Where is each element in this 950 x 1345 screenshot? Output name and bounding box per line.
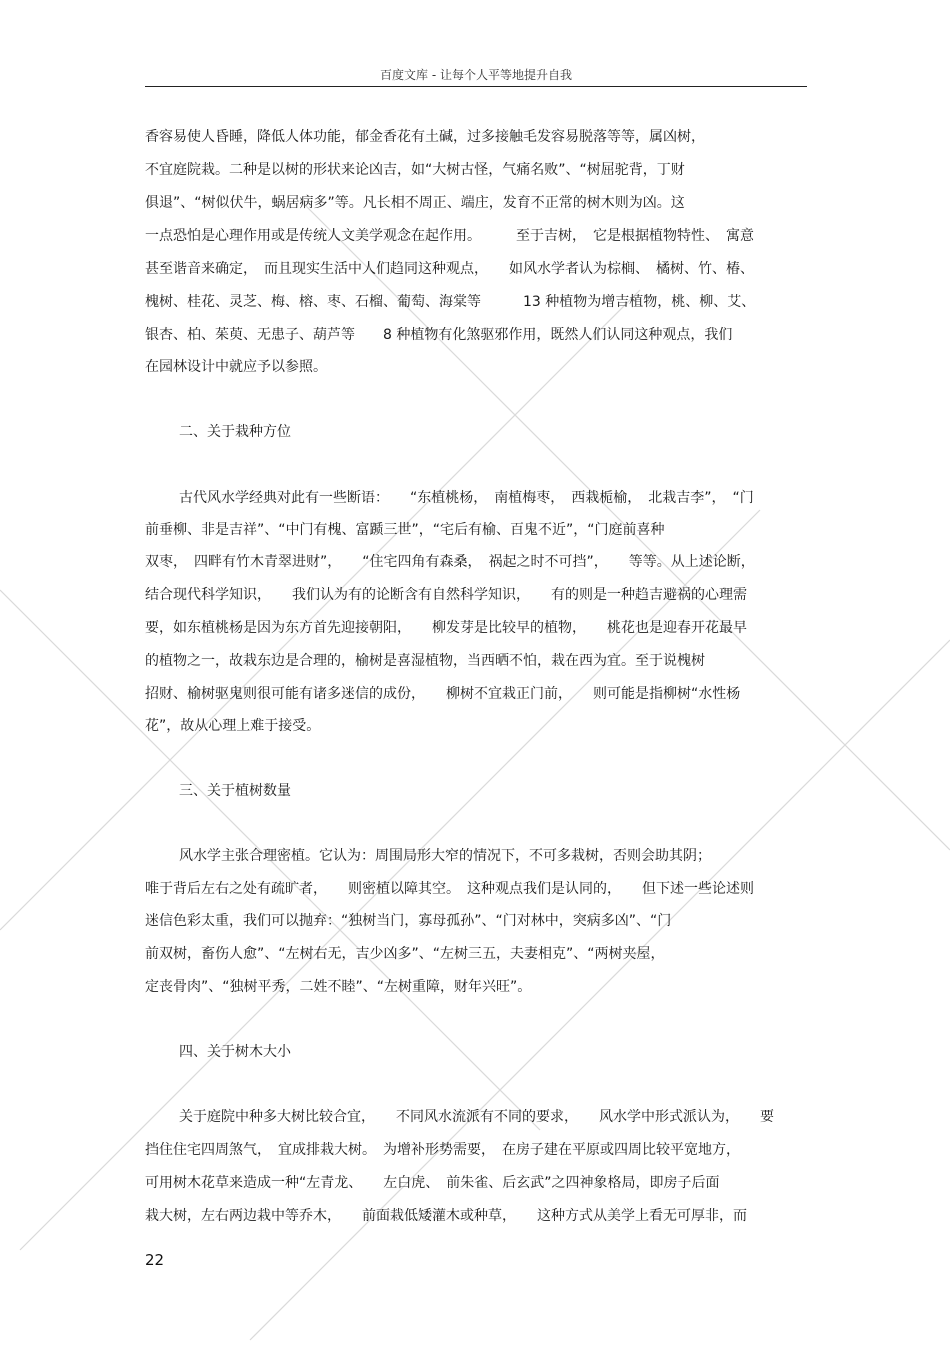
section-heading: 四、关于树木大小	[179, 1044, 291, 1060]
text-line: 关于庭院中种多大树比较合宜， 不同风水流派有不同的要求， 风水学中形式派认为， 要	[179, 1109, 774, 1125]
text-line: 槐树、桂花、灵芝、梅、榕、枣、石榴、葡萄、海棠等 13 种植物为增吉植物，桃、柳、艾、	[145, 294, 756, 310]
page-number: 22	[145, 1251, 165, 1269]
text-line: 花”，故从心理上难于接受。	[145, 718, 321, 734]
text-line: 定丧骨肉”、“独树平秀，二姓不睦”、“左树重障，财年兴旺”。	[145, 979, 532, 995]
text-line: 甚至谐音来确定， 而且现实生活中人们趋同这种观点， 如风水学者认为棕榈、 橘树、竹、椿、	[145, 261, 754, 277]
text-line: 不宜庭院栽。二种是以树的形状来论凶吉，如“大树古怪，气痛名败”、“树屈驼背，丁财	[145, 162, 685, 178]
text-line: 要，如东植桃杨是因为东方首先迎接朝阳， 柳发芽是比较早的植物， 桃花也是迎春开花最早	[145, 620, 747, 636]
text-line: 的植物之一，故栽东边是合理的，榆树是喜湿植物，当西晒不怕，栽在西为宜。至于说槐树	[145, 653, 705, 669]
text-line: 古代风水学经典对此有一些断语： “东植桃杨， 南植梅枣， 西栽栀榆， 北栽吉李”， “门	[179, 490, 754, 506]
text-line: 香容易使人昏睡，降低人体功能，郁金香花有土碱，过多接触毛发容易脱落等等，属凶树，	[145, 129, 705, 145]
text-line: 俱退”、“树似伏牛，蜗居病多”等。凡长相不周正、端庄，发育不正常的树木则为凶。这	[145, 195, 685, 211]
text-line: 银杏、柏、茱萸、无患子、葫芦等 8 种植物有化煞驱邪作用，既然人们认同这种观点，我们	[145, 327, 733, 343]
text-line: 在园林设计中就应予以参照。	[145, 359, 327, 375]
text-line: 一点恐怕是心理作用或是传统人文美学观念在起作用。 至于吉树， 它是根据植物特性、 寓意	[145, 228, 754, 244]
text-line: 栽大树，左右两边栽中等乔木， 前面栽低矮灌木或种草， 这种方式从美学上看无可厚非，而	[145, 1208, 747, 1224]
text-line: 招财、榆树驱鬼则很可能有诸多迷信的成份， 柳树不宜栽正门前， 则可能是指柳树“水性杨	[145, 686, 741, 702]
text-line: 唯于背后左右之处有疏旷者， 则密植以障其空。 这种观点我们是认同的， 但下述一些论述则	[145, 881, 754, 897]
section-heading: 三、关于植树数量	[179, 783, 291, 799]
text-line: 前垂柳、非是吉祥”、“中门有槐、富踬三世”，“宅后有榆、百鬼不近”，“门庭前喜种	[145, 522, 665, 538]
text-line: 风水学主张合理密植。它认为：周围局形大窄的情况下，不可多栽树，否则会助其阴；	[179, 848, 711, 864]
header-rule	[145, 86, 807, 87]
text-line: 迷信色彩太重，我们可以抛弃：“独树当门，寡母孤孙”、“门对林中，突病多凶”、“门	[145, 913, 672, 929]
page-header: 百度文库 - 让每个人平等地提升自我	[380, 68, 572, 82]
text-line: 可用树木花草来造成一种“左青龙、 左白虎、 前朱雀、后玄武”之四神象格局，即房子后面	[145, 1175, 720, 1191]
text-line: 结合现代科学知识， 我们认为有的论断含有自然科学知识， 有的则是一种趋吉避祸的心理需	[145, 587, 747, 603]
text-line: 双枣， 四畔有竹木青翠进财”， “住宅四角有森桑， 祸起之时不可挡”， 等等。从上述论断，	[145, 554, 755, 570]
text-line: 挡住住宅四周煞气， 宜成排栽大树。 为增补形势需要， 在房子建在平原或四周比较平宽地方，	[145, 1142, 740, 1158]
section-heading: 二、关于栽种方位	[179, 424, 291, 440]
text-line: 前双树，畜伤人愈”、“左树右无，吉少凶多”、“左树三五，夫妻相克”、“两树夹屋，	[145, 946, 665, 962]
